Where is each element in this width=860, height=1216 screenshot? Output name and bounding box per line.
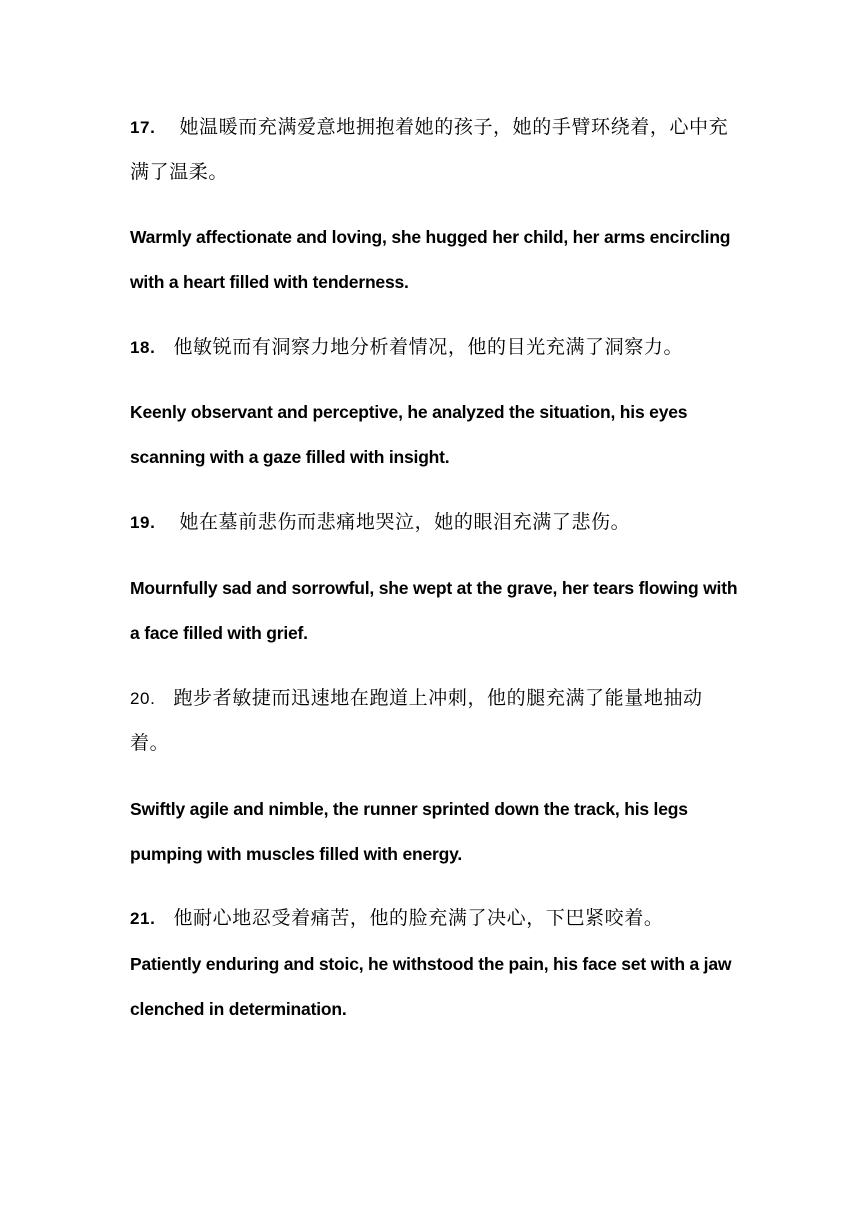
- chinese-sentence: 他耐心地忍受着痛苦，他的脸充满了决心，下巴紧咬着。: [173, 907, 664, 929]
- entry-19-chinese: [130, 500, 730, 545]
- entry-number: 17.: [130, 118, 156, 137]
- entry-20-chinese: [130, 676, 730, 766]
- entry-number: 20.: [130, 689, 156, 708]
- entry-21-english: Patiently enduring and stoic, he withstood the pain, his face set with a jaw clenched in determination.: [130, 954, 732, 1019]
- entry-17-english: Warmly affectionate and loving, she hugged her child, her arms encircling with a heart filled with tenderness.: [130, 227, 731, 292]
- chinese-sentence: 她在墓前悲伤而悲痛地哭泣，她的眼泪充满了悲伤。: [179, 511, 631, 533]
- chinese-sentence: 跑步者敏捷而迅速地在跑道上冲刺，他的腿充满了能量地抽动着。: [130, 687, 703, 754]
- entry-number: 21.: [130, 909, 156, 928]
- entry-19-english: Mournfully sad and sorrowful, she wept at the grave, her tears flowing with a face filled with grief.: [130, 578, 738, 643]
- entry-number: 19.: [130, 513, 156, 532]
- chinese-sentence: 他敏锐而有洞察力地分析着情况，他的目光充满了洞察力。: [173, 336, 684, 358]
- entry-17-chinese: [130, 105, 730, 195]
- entry-number: 18.: [130, 338, 156, 357]
- entry-20-english: Swiftly agile and nimble, the runner sprinted down the track, his legs pumping with muscles filled with energy.: [130, 799, 688, 864]
- entry-18-chinese: [130, 325, 730, 370]
- entry-18-english: Keenly observant and perceptive, he analyzed the situation, his eyes scanning with a gaze filled with insight.: [130, 402, 688, 467]
- entry-21-chinese: [130, 896, 730, 941]
- chinese-sentence: 她温暖而充满爱意地拥抱着她的孩子，她的手臂环绕着，心中充满了温柔。: [130, 116, 729, 183]
